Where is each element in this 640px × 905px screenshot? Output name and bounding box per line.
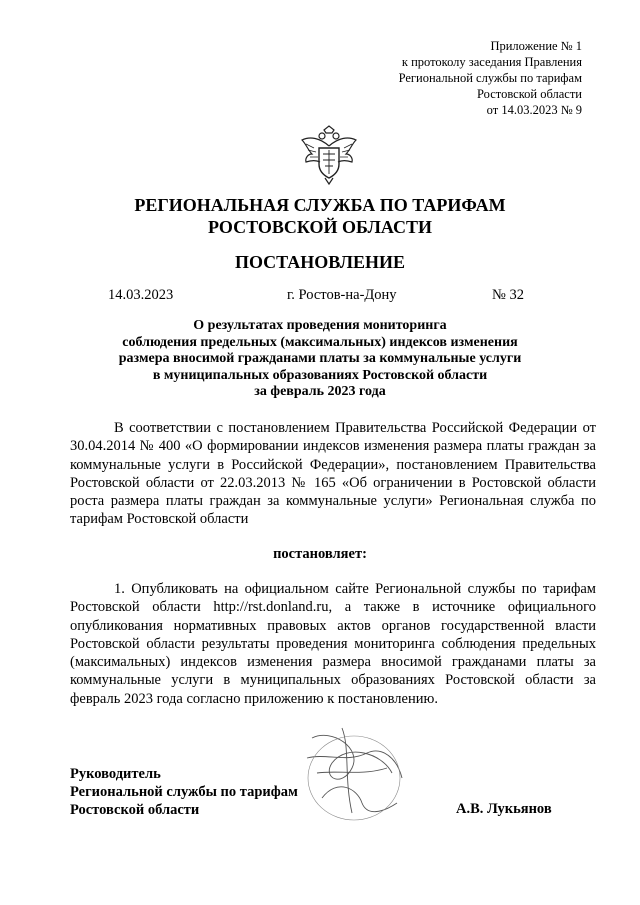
subject-line: за февраль 2023 года [254,384,386,399]
decree-word: постановляет: [273,546,367,562]
position-line: Ростовской области [70,802,200,818]
annex-header [399,38,582,118]
subject-line: размера вносимой гражданами платы за коммунальные услуги [118,351,522,366]
signatory-position [70,765,298,819]
resolution-item-1: 1. Опубликовать на официальном сайте Региональной службы по тарифам Ростовской области http://rst.donland.ru, а также в источнике официального опубликования нормативных правовых актов органов государственной власти Ростовской области результаты проведения мониторинга соблюдения предельных (максимальных) индексов изменения размера вносимой гражданами платы за коммунальные услуги в муниципальных образованиях Ростовской области за февраль 2023 года согласно приложению к постановлению. [70,581,596,707]
coat-of-arms-icon [298,124,360,186]
annex-line: Приложение № 1 [490,39,582,53]
organization-line: РОСТОВСКОЙ ОБЛАСТИ [208,217,432,237]
position-line: Руководитель [70,766,161,782]
organization-line: РЕГИОНАЛЬНАЯ СЛУЖБА ПО ТАРИФАМ [134,195,506,215]
organization-name [0,194,640,238]
document-subject [0,318,640,401]
annex-line: Региональной службы по тарифам [398,71,582,85]
preamble-paragraph: В соответствии с постановлением Правительства Российской Федерации от 30.04.2014 № 400 «О формировании индексов изменения размера платы граждан за коммунальные услуги в Российской Федерации», постановлением Правительства Ростовской области от 22.03.2013 № 165 «Об ограничении в Ростовской области роста размера платы граждан за коммунальные услуги» Региональная служба по тарифам Ростовской области [70,420,596,528]
position-line: Региональной службы по тарифам [70,784,298,800]
annex-line: от 14.03.2023 № 9 [486,103,582,117]
document-number: № 32 [492,287,524,303]
subject-line: О результатах проведения мониторинга [193,318,447,333]
annex-line: к протоколу заседания Правления [401,55,582,69]
subject-line: соблюдения предельных (максимальных) индексов изменения [122,334,518,350]
signatory-name: А.В. Лукьянов [456,801,552,817]
document-date: 14.03.2023 [108,287,174,303]
document-city: г. Ростов-на-Дону [287,287,397,303]
handwritten-signature-icon [292,718,412,830]
document-type: ПОСТАНОВЛЕНИЕ [234,252,406,272]
annex-line: Ростовской области [477,87,582,101]
subject-line: в муниципальных образованиях Ростовской области [152,367,488,383]
